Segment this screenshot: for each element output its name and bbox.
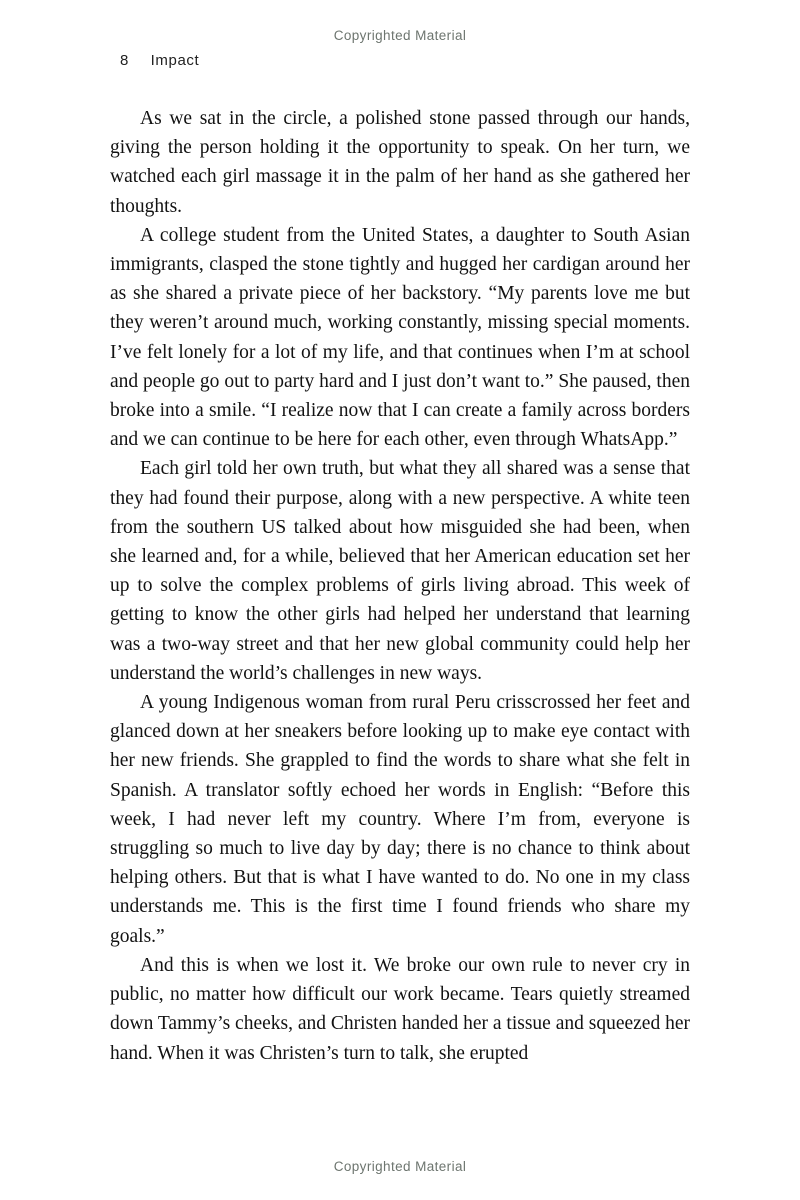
paragraph: A young Indigenous woman from rural Peru crisscrossed her feet and glanced down at her sneakers before looking up to make eye contact with her new friends. She grappled to find the words to share what she felt in Spanish. A translator softly echoed her words in English: “Before this week, I had never left my country. Where I’m from, everyone is struggling so much to live day by day; there is no chance to think about helping others. But that is what I have wanted to do. No one in my class understands me. This is the first time I found friends who share my goals.” [110,692,690,947]
paragraph: A college student from the United States, a daughter to South Asian immigrants, clasped the stone tightly and hugged her cardigan around her as she shared a private piece of her backstory. “My parents love me but they weren’t around much, working constantly, missing special moments. I’ve felt lonely for a lot of my life, and that continues when I’m at school and people go out to party hard and I just don’t want to.” She paused, then broke into a smile. “I realize now that I can create a family across borders and we can continue to be here for each other, even through WhatsApp.” [110,224,690,451]
paragraph: Each girl told her own truth, but what they all shared was a sense that they had found their purpose, along with a new perspective. A white teen from the southern US talked about how misguided she had been, when she learned and, for a while, believed that her American education set her up to solve the complex problems of girls living abroad. This week of getting to know the other girls had helped her understand that learning was a two-way street and that her new global community could help her understand the world’s challenges in new ways. [110,458,690,684]
copyright-watermark-bottom: Copyrighted Material [333,1159,467,1174]
running-head [120,52,199,69]
page-number: 8 [120,52,129,69]
chapter-title: Impact [150,52,200,69]
paragraph: As we sat in the circle, a polished stone passed through our hands, giving the person holding it the opportunity to speak. On her turn, we watched each girl massage it in the palm of her hand as she gathered her thoughts. [110,108,690,217]
copyright-watermark-top: Copyrighted Material [333,28,467,43]
paragraph: And this is when we lost it. We broke our own rule to never cry in public, no matter how difficult our work became. Tears quietly streamed down Tammy’s cheeks, and Christen handed her a tissue and squeezed her hand. When it was Christen’s turn to talk, she erupted [110,954,690,1064]
body-text [110,104,690,1068]
